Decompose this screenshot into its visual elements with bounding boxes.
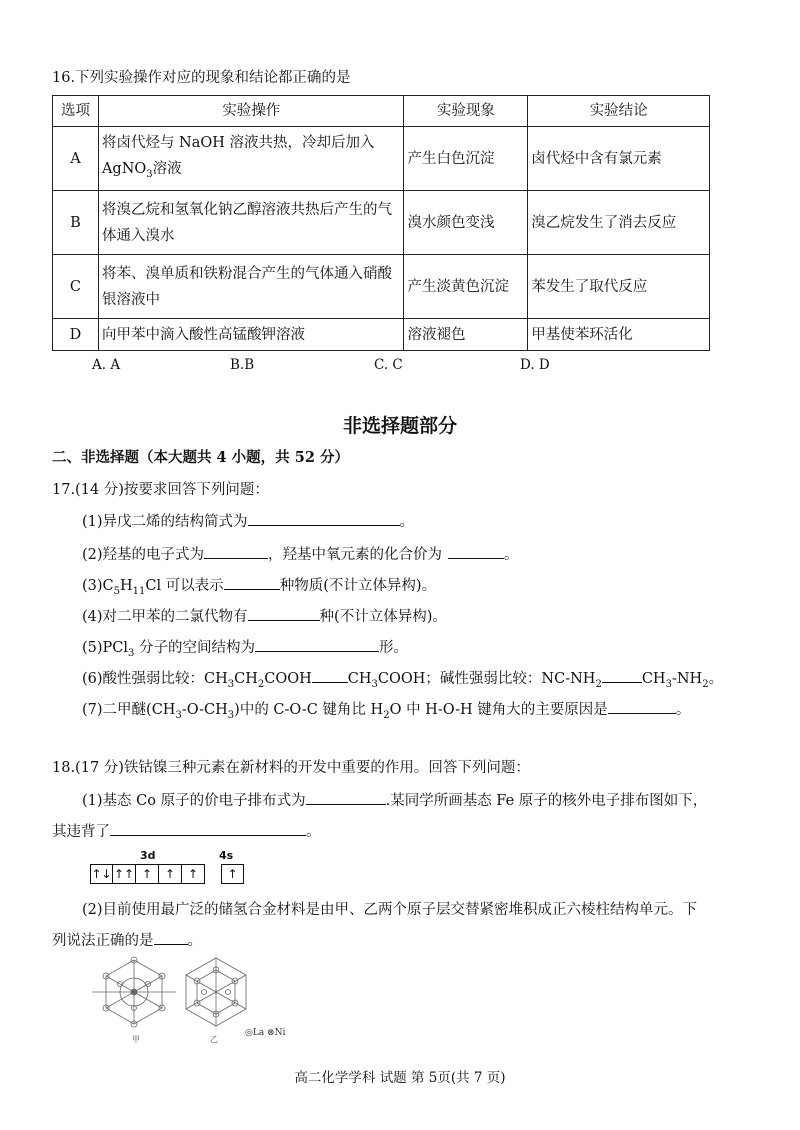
- table-row: [53, 255, 710, 319]
- phenomenon-cell: 溴水颜色变浅: [404, 191, 528, 255]
- answer-blank[interactable]: [602, 667, 642, 683]
- orbital-box: ↑: [136, 864, 159, 884]
- q18-item-2-cont: 列说法正确的是 。: [52, 929, 202, 950]
- q18-item-1: (1)基态 Co 原子的价电子排布式为 .某同学所画基态 Fe 原子的核外电子排布图如下，: [82, 789, 707, 810]
- answer-choice-c[interactable]: C. C: [374, 357, 403, 373]
- option-letter: A: [53, 127, 99, 191]
- header-option: 选项: [53, 96, 99, 127]
- header-conclusion: 实验结论: [528, 96, 710, 127]
- answer-choice-a[interactable]: A. A: [92, 357, 121, 373]
- q17-item-6: (6)酸性强弱比较：$CH_3CH_2COOH$ $CH_3COOH$；碱性强弱比较：$NC-NH_2$ $CH_3-NH_2$。: [82, 667, 723, 690]
- part-two-heading: 二、非选择题（本大题共 4 小题，共 52 分）: [52, 449, 349, 466]
- conclusion-cell: 苯发生了取代反应: [528, 255, 710, 319]
- orbital-box: ↑: [182, 864, 205, 884]
- conclusion-cell: 甲基使苯环活化: [528, 319, 710, 351]
- orbital-4s-label: 4s: [219, 849, 234, 862]
- operation-cell: 将苯、溴单质和铁粉混合产生的气体通入硝酸银溶液中: [98, 255, 404, 319]
- conclusion-cell: 溴乙烷发生了消去反应: [528, 191, 710, 255]
- orbital-box: ↑↑: [113, 864, 136, 884]
- option-letter: D: [53, 319, 99, 351]
- q17-item-5: (5)PCl$_3$ 分子的空间结构为 形。: [82, 636, 408, 659]
- answer-blank[interactable]: [204, 543, 268, 559]
- answer-choice-b[interactable]: B.B: [230, 357, 255, 373]
- answer-blank[interactable]: [306, 789, 386, 805]
- answer-choice-d[interactable]: D. D: [520, 357, 550, 373]
- page-footer: 高二化学学科 试题 第 5页(共 7 页): [294, 1070, 506, 1086]
- q18-item-1-cont: 其违背了 。: [52, 820, 321, 841]
- conclusion-cell: 卤代烃中含有氯元素: [528, 127, 710, 191]
- q18-item-2: (2)目前使用最广泛的储氢合金材料是由甲、乙两个原子层交替紧密堆积成正六棱柱结构单元。下: [82, 902, 698, 918]
- phenomenon-cell: 产生白色沉淀: [404, 127, 528, 191]
- option-letter: C: [53, 255, 99, 319]
- option-letter: B: [53, 191, 99, 255]
- answer-blank[interactable]: [608, 698, 676, 714]
- orbital-diagram: [90, 864, 244, 884]
- table-header-row: [53, 96, 710, 127]
- answer-blank[interactable]: [110, 820, 306, 836]
- figure-legend: ◎La ⊗Ni: [245, 1028, 286, 1038]
- figure-label-a: 甲: [132, 1035, 140, 1044]
- orbital-box: ↑: [159, 864, 182, 884]
- section-title: 非选择题部分: [342, 415, 457, 437]
- answer-blank[interactable]: [154, 929, 188, 945]
- q17-item-1: (1)异戊二烯的结构简式为 。: [82, 510, 414, 531]
- table-row: [53, 191, 710, 255]
- table-row: [53, 127, 710, 191]
- answer-blank[interactable]: [248, 605, 320, 621]
- question-18-stem: 18.(17 分)铁钴镍三种元素在新材料的开发中重要的作用。回答下列问题：: [52, 760, 530, 776]
- lattice-figure: [92, 952, 322, 1048]
- question-16-stem: 16.下列实验操作对应的现象和结论都正确的是: [52, 70, 351, 86]
- lattice-layer-b: [186, 958, 246, 1026]
- operation-cell: 向甲苯中滴入酸性高锰酸钾溶液: [98, 319, 404, 351]
- options-table: [52, 95, 710, 351]
- q17-item-2: (2)羟基的电子式为 ，羟基中氧元素的化合价为 。: [82, 543, 519, 564]
- answer-blank[interactable]: [224, 574, 280, 590]
- orbital-3d-label: 3d: [140, 849, 156, 862]
- answer-blank[interactable]: [312, 667, 348, 683]
- q17-item-7: (7)二甲醚$(CH_3-O-CH_3)$中的 C-O-C 键角比 $H_2O$ 中 H-O-H 键角大的主要原因是 。: [82, 698, 690, 721]
- operation-cell: 将卤代烃与 NaOH 溶液共热，冷却后加入 AgNO$_3$溶液: [98, 127, 404, 191]
- header-operation: 实验操作: [98, 96, 404, 127]
- q17-item-4: (4)对二甲苯的二氯代物有 种(不计立体异构)。: [82, 605, 447, 626]
- answer-blank[interactable]: [448, 543, 504, 559]
- figure-label-b: 乙: [210, 1035, 218, 1044]
- orbital-box: ↑: [221, 864, 244, 884]
- header-phenomenon: 实验现象: [404, 96, 528, 127]
- phenomenon-cell: 溶液褪色: [404, 319, 528, 351]
- question-17-stem: 17.(14 分)按要求回答下列问题：: [52, 482, 269, 498]
- answer-blank[interactable]: [255, 636, 379, 652]
- operation-cell: 将溴乙烷和氢氧化钠乙醇溶液共热后产生的气体通入溴水: [98, 191, 404, 255]
- lattice-layer-a: [92, 957, 176, 1027]
- q17-item-3: $(3)C_5H_{11}Cl$ 可以表示 种物质(不计立体异构)。: [82, 574, 436, 597]
- table-row: [53, 319, 710, 351]
- orbital-box: ↑↓: [90, 864, 113, 884]
- answer-blank[interactable]: [248, 510, 400, 526]
- phenomenon-cell: 产生淡黄色沉淀: [404, 255, 528, 319]
